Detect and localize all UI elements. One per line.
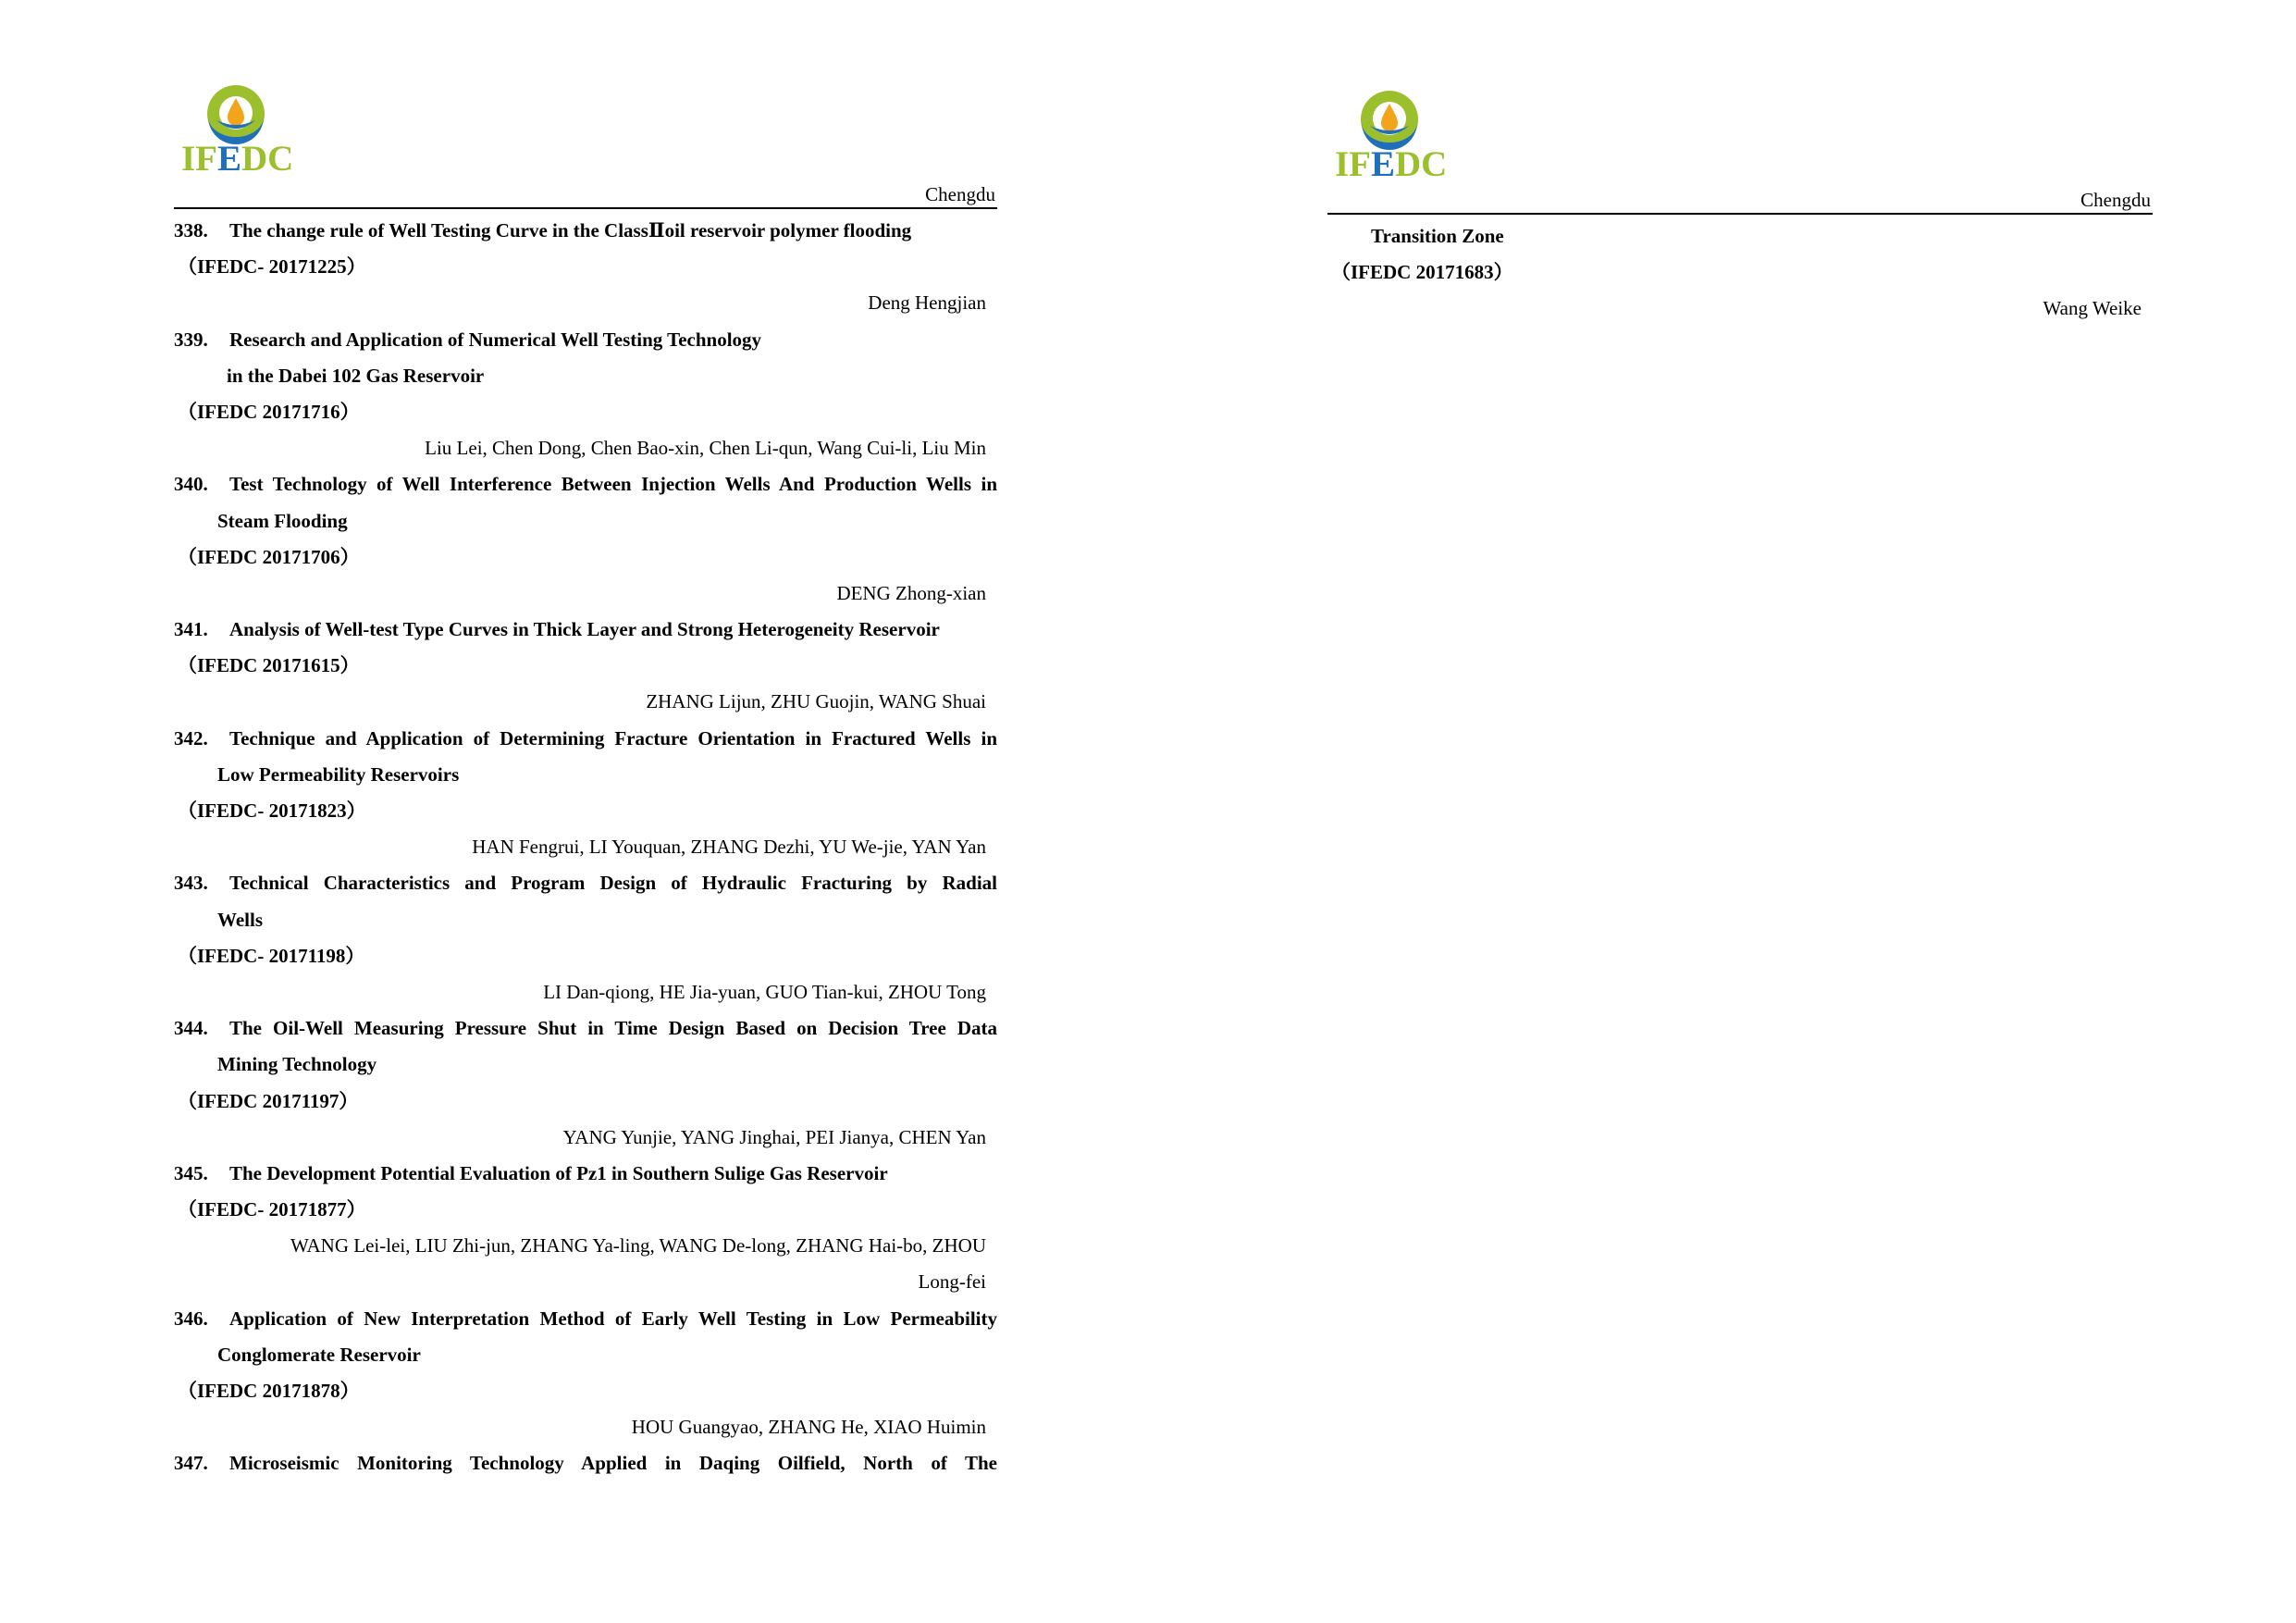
entry-code: （IFEDC- 20171225） (178, 255, 366, 279)
ifedc-emblem-icon (205, 83, 266, 144)
header-rule (174, 207, 997, 209)
entry-authors: Wang Weike (2043, 297, 2142, 320)
entry-title-cont: Steam Flooding (217, 509, 348, 532)
entry-title: 346. Application of New Interpretation Method of Early Well Testing in Low Permeability (174, 1307, 997, 1330)
entry-authors: WANG Lei-lei, LIU Zhi-jun, ZHANG Ya-ling, WANG De-long, ZHANG Hai-bo, ZHOU (290, 1234, 986, 1258)
entry-authors: HAN Fengrui, LI Youquan, ZHANG Dezhi, YU We-jie, YAN Yan (472, 836, 986, 859)
entry-authors: LI Dan-qiong, HE Jia-yuan, GUO Tian-kui, ZHOU Tong (543, 980, 986, 1003)
entry-code: （IFEDC 20171197） (178, 1089, 359, 1112)
entry-code: （IFEDC- 20171877） (178, 1198, 366, 1221)
entry-title: 345. The Development Potential Evaluation of Pz1 in Southern Sulige Gas Reservoir (174, 1161, 888, 1184)
ifedc-logo (174, 83, 997, 181)
header-city: Chengdu (2080, 189, 2151, 211)
entry-title: 339. Research and Application of Numerical Well Testing Technology (174, 328, 762, 351)
entry-authors: HOU Guangyao, ZHANG He, XIAO Huimin (631, 1416, 986, 1439)
entry-title: 343. Technical Characteristics and Program Design of Hydraulic Fracturing by Radial (174, 872, 997, 895)
entry-code: （IFEDC- 20171823） (178, 799, 366, 822)
entry-title: 340. Test Technology of Well Interference Between Injection Wells And Production Wells in (174, 473, 997, 496)
logo-wordmark: IFEDC (1335, 144, 1448, 184)
entry-authors: YANG Yunjie, YANG Jinghai, PEI Jianya, CHEN Yan (562, 1125, 986, 1148)
entry-code: （IFEDC 20171683） (1331, 261, 1513, 284)
entry-title: 344. The Oil-Well Measuring Pressure Shut in Time Design Based on Decision Tree Data (174, 1017, 997, 1040)
entry-code: （IFEDC 20171706） (178, 545, 360, 568)
entry-code: （IFEDC 20171878） (178, 1380, 360, 1402)
entry-title-cont: Mining Technology (217, 1053, 377, 1076)
header-rule (1327, 213, 2153, 215)
entry-authors: Liu Lei, Chen Dong, Chen Bao-xin, Chen Li-qun, Wang Cui-li, Liu Min (425, 437, 986, 460)
entry-title-cont: Wells (217, 908, 264, 931)
entry-title-cont: Transition Zone (1371, 225, 1504, 247)
ifedc-emblem-icon (1359, 89, 1420, 150)
entry-authors: Deng Hengjian (868, 291, 986, 315)
right-page (1327, 89, 2153, 328)
entry-title: 338. The change rule of Well Testing Curve in the ClassⅡoil reservoir polymer flooding (174, 219, 912, 242)
entry-code: （IFEDC 20171716） (178, 400, 360, 423)
left-page (174, 83, 997, 1482)
entry-code: （IFEDC 20171615） (178, 654, 360, 677)
logo-wordmark: IFEDC (181, 139, 294, 179)
entry-authors-cont: Long-fei (918, 1270, 986, 1294)
ifedc-logo (1327, 89, 2153, 187)
entry-title-cont: Conglomerate Reservoir (217, 1343, 421, 1366)
entry-title: 341. Analysis of Well-test Type Curves in Thick Layer and Strong Heterogeneity Reservoir (174, 618, 940, 641)
entry-title: 342. Technique and Application of Determining Fracture Orientation in Fractured Wells in (174, 726, 997, 750)
entry-title-cont: in the Dabei 102 Gas Reservoir (227, 364, 485, 387)
header-city: Chengdu (925, 183, 995, 205)
entry-authors: DENG Zhong-xian (836, 581, 986, 604)
entry-code: （IFEDC- 20171198） (178, 944, 365, 967)
entry-authors: ZHANG Lijun, ZHU Guojin, WANG Shuai (646, 690, 986, 713)
entry-title: 347. Microseismic Monitoring Technology Applied in Daqing Oilfield, North of The (174, 1452, 997, 1475)
entry-title-cont: Low Permeability Reservoirs (217, 762, 460, 786)
